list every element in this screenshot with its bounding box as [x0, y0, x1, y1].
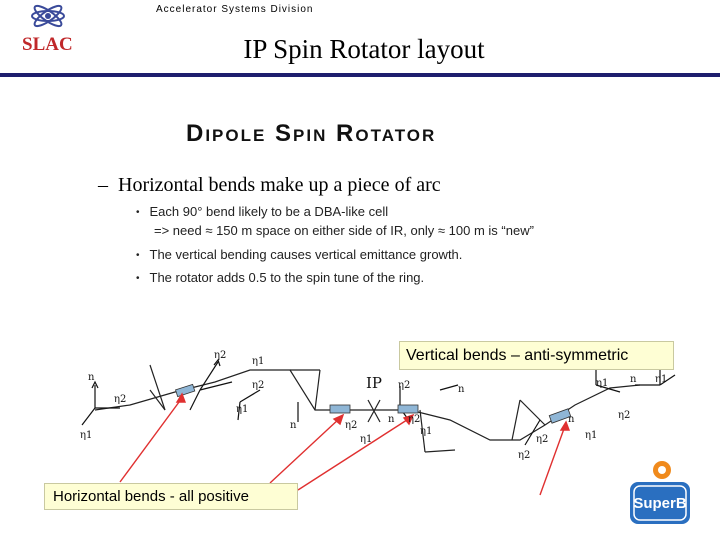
vector-label: η2: [345, 420, 358, 431]
ip-label: IP: [366, 374, 383, 392]
vector-label: n: [630, 374, 637, 385]
bullet-text: => need ≈ 150 m space on either side of IR, only ≈ 100 m is “new”: [154, 223, 534, 238]
vector-label: η1: [236, 404, 249, 415]
vertical-bend: [520, 400, 545, 425]
vertical-bend: [150, 390, 165, 410]
bullet-dot-icon: •: [136, 250, 140, 261]
vector-arrow: [440, 385, 458, 390]
vertical-bend: [512, 400, 520, 440]
vector-label: η1: [420, 426, 433, 437]
vector-label: η2: [408, 414, 421, 425]
vertical-bend: [150, 365, 165, 410]
bullet-text: The rotator adds 0.5 to the spin tune of the ring.: [149, 270, 425, 285]
slac-logo-text: SLAC: [22, 34, 73, 55]
bullet-item: [136, 247, 462, 262]
horizontal-bend-magnet: [330, 405, 350, 413]
vector-label: n: [88, 372, 95, 383]
bullet-dot-icon: •: [136, 207, 140, 218]
superb-logo-text: SuperB: [633, 495, 687, 512]
vector-label: η2: [114, 394, 127, 405]
vector-label: n: [290, 420, 297, 431]
horizontal-bends-label: Horizontal bends - all positive: [44, 483, 298, 510]
content-heading: Dipole Spin Rotator: [186, 120, 437, 147]
vector-label: η2: [252, 380, 265, 391]
division-label: Accelerator Systems Division: [156, 4, 314, 15]
vector-label: η2: [398, 380, 411, 391]
vertical-bends-label: Vertical bends – anti-symmetric: [399, 341, 674, 370]
superb-logo: [628, 458, 692, 528]
vertical-bend: [315, 370, 320, 410]
header-divider: [0, 73, 720, 77]
vector-label: n: [568, 414, 575, 425]
vector-label: η1: [360, 434, 373, 445]
subheading: [98, 174, 441, 197]
vector-label: η1: [252, 356, 265, 367]
subheading-marker: –: [98, 174, 108, 196]
slide-title: IP Spin Rotator layout: [243, 34, 485, 64]
vector-arrow: [82, 408, 95, 425]
bullet-item: [136, 204, 388, 219]
vertical-bend: [425, 450, 455, 452]
horizontal-bend-magnet: [398, 405, 418, 413]
vector-arrow: [190, 390, 200, 410]
vector-label: n: [458, 384, 465, 395]
vector-label: n: [388, 414, 395, 425]
bullet-text: Each 90° bend likely to be a DBA-like cell: [149, 204, 389, 219]
pointer-arrow: [270, 418, 340, 483]
bullet-dot-icon: •: [136, 273, 140, 284]
subheading-text: Horizontal bends make up a piece of arc: [118, 174, 441, 196]
vector-label: η2: [536, 434, 549, 445]
horizontal-bend-magnet: [176, 384, 195, 396]
bullet-continuation: [154, 223, 534, 238]
pointer-arrow: [120, 398, 182, 482]
vector-label: η1: [585, 430, 598, 441]
bullet-item: [136, 270, 424, 285]
vector-arrow: [240, 390, 260, 402]
bullet-text: The vertical bending causes vertical emittance growth.: [149, 247, 463, 262]
vector-label: η1: [80, 430, 93, 441]
vector-label: η2: [214, 350, 227, 361]
vector-label: η2: [518, 450, 531, 461]
vector-label: η1: [655, 374, 668, 385]
vector-label: η1: [596, 378, 609, 389]
vector-label: η2: [618, 410, 631, 421]
